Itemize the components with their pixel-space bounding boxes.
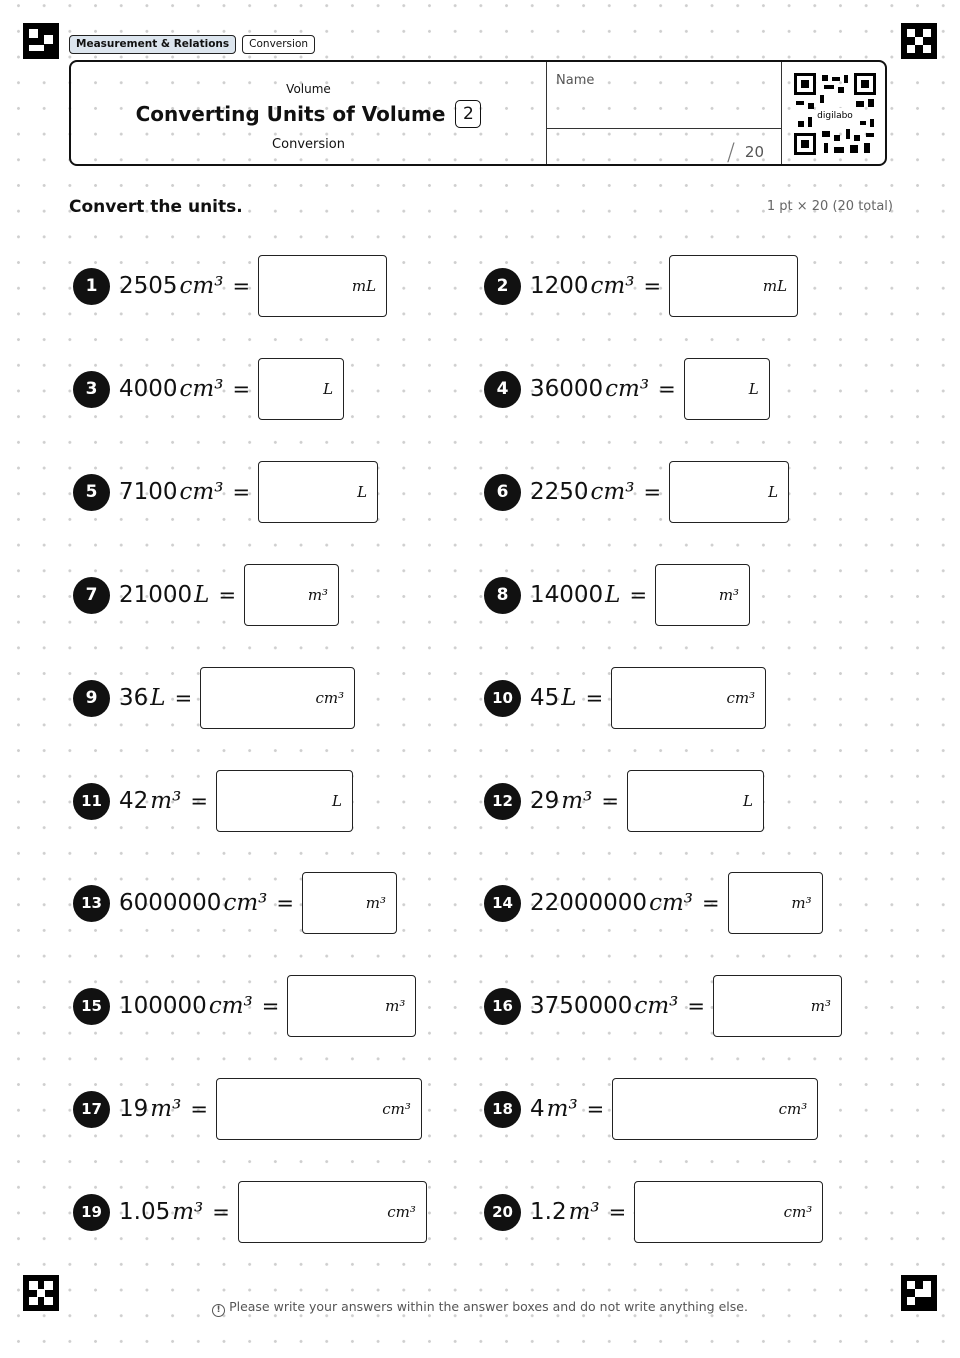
problem-value: 1.2 — [530, 1199, 567, 1225]
equals-sign: = — [586, 1097, 605, 1121]
footer-note — [0, 1299, 960, 1317]
corner-marker-top-left — [23, 23, 59, 59]
problem-number: 10 — [484, 680, 521, 717]
problem-number: 18 — [484, 1091, 521, 1128]
answer-box[interactable] — [238, 1181, 427, 1243]
corner-marker-top-right — [901, 23, 937, 59]
problem-20 — [484, 1181, 823, 1243]
problem-number: 3 — [73, 371, 110, 408]
answer-box[interactable] — [302, 872, 397, 934]
problem-number: 17 — [73, 1091, 110, 1128]
answer-unit: m³ — [810, 997, 831, 1015]
equals-sign: = — [261, 994, 280, 1018]
from-unit: cm³ — [179, 479, 224, 505]
equals-sign: = — [687, 994, 705, 1018]
equals-sign: = — [232, 274, 251, 298]
equals-sign: = — [643, 480, 662, 504]
problem-7 — [73, 564, 339, 626]
equals-sign: = — [601, 789, 619, 813]
answer-unit: cm³ — [783, 1203, 813, 1221]
answer-box[interactable] — [728, 872, 823, 934]
problem-18 — [484, 1078, 818, 1140]
problem-value: 7100 — [119, 479, 178, 505]
equals-sign: = — [232, 377, 251, 401]
answer-box[interactable] — [627, 770, 764, 832]
problem-number: 8 — [484, 577, 521, 614]
answer-unit: mL — [351, 277, 377, 295]
problem-value: 100000 — [119, 993, 207, 1019]
worksheet-title — [71, 100, 546, 128]
from-unit: m³ — [172, 1199, 204, 1225]
answer-unit: L — [768, 483, 779, 501]
from-unit: cm³ — [223, 890, 268, 916]
subject-label: Volume — [286, 82, 331, 96]
problem-3 — [73, 358, 344, 420]
from-unit: cm³ — [649, 890, 693, 916]
equals-sign: = — [608, 1200, 627, 1224]
problem-4 — [484, 358, 770, 420]
answer-unit: L — [742, 792, 753, 810]
problem-number: 2 — [484, 268, 521, 305]
from-unit: m³ — [568, 1199, 600, 1225]
answer-unit: cm³ — [382, 1100, 411, 1118]
equals-sign: = — [218, 583, 237, 607]
answer-unit: cm³ — [726, 689, 756, 707]
answer-box[interactable] — [287, 975, 416, 1037]
answer-unit: cm³ — [387, 1203, 416, 1221]
problem-value: 2505 — [119, 273, 178, 299]
answer-box[interactable] — [669, 461, 789, 523]
answer-box[interactable] — [244, 564, 339, 626]
problem-number: 12 — [484, 783, 521, 820]
problem-15 — [73, 975, 416, 1037]
instructions: Convert the units. — [69, 197, 243, 217]
problem-number: 13 — [73, 885, 110, 922]
from-unit: L — [194, 582, 210, 608]
score-slash: / — [726, 138, 735, 166]
problem-value: 36000 — [530, 376, 604, 402]
from-unit: m³ — [546, 1096, 578, 1122]
equals-sign: = — [643, 274, 662, 298]
equals-sign: = — [232, 480, 251, 504]
from-unit: L — [605, 582, 621, 608]
problem-8 — [484, 564, 750, 626]
answer-unit: m³ — [365, 894, 386, 912]
answer-unit: L — [748, 380, 759, 398]
problem-16 — [484, 975, 842, 1037]
info-icon: ! — [212, 1304, 225, 1317]
answer-box[interactable] — [216, 1078, 422, 1140]
name-field-block — [546, 62, 782, 164]
problem-17 — [73, 1078, 422, 1140]
problem-19 — [73, 1181, 427, 1243]
answer-box[interactable] — [684, 358, 770, 420]
from-unit: cm³ — [590, 479, 635, 505]
points-info: 1 pt × 20 (20 total) — [766, 199, 893, 214]
worksheet-number: 2 — [455, 100, 481, 128]
problem-value: 4 — [530, 1096, 545, 1122]
problem-value: 1.05 — [119, 1199, 171, 1225]
tag-list — [69, 35, 315, 54]
answer-box[interactable] — [258, 255, 387, 317]
problem-number: 4 — [484, 371, 521, 408]
answer-unit: L — [323, 380, 334, 398]
problem-number: 15 — [73, 988, 110, 1025]
answer-box[interactable] — [713, 975, 842, 1037]
problem-value: 45 — [530, 685, 560, 711]
equals-sign: = — [190, 789, 208, 813]
qr-block — [781, 62, 888, 164]
problem-value: 22000000 — [530, 890, 648, 916]
from-unit: m³ — [150, 788, 182, 814]
worksheet-header — [69, 60, 887, 166]
problem-number: 14 — [484, 885, 521, 922]
problem-value: 3750000 — [530, 993, 633, 1019]
score-field — [727, 138, 764, 166]
answer-box[interactable] — [216, 770, 353, 832]
title-text: Converting Units of Volume — [135, 102, 446, 126]
problem-value: 36 — [119, 685, 149, 711]
from-unit: cm³ — [634, 993, 679, 1019]
answer-unit: m³ — [307, 586, 329, 604]
from-unit: L — [150, 685, 166, 711]
problem-value: 1200 — [530, 273, 589, 299]
from-unit: cm³ — [208, 993, 253, 1019]
problem-value: 6000000 — [119, 890, 222, 916]
problem-number: 16 — [484, 988, 521, 1025]
from-unit: cm³ — [590, 273, 635, 299]
from-unit: L — [561, 685, 577, 711]
problem-value: 21000 — [119, 582, 193, 608]
answer-unit: mL — [762, 277, 788, 295]
problem-value: 29 — [530, 788, 560, 814]
problem-11 — [73, 770, 353, 832]
answer-box[interactable] — [669, 255, 798, 317]
problem-13 — [73, 872, 397, 934]
answer-unit: m³ — [718, 586, 740, 604]
title-block — [71, 62, 546, 164]
problem-number: 20 — [484, 1194, 521, 1231]
answer-box[interactable] — [634, 1181, 823, 1243]
name-divider — [547, 128, 782, 129]
equals-sign: = — [174, 686, 193, 710]
problem-9 — [73, 667, 355, 729]
problem-10 — [484, 667, 766, 729]
problem-5 — [73, 461, 378, 523]
problem-number: 9 — [73, 680, 110, 717]
problem-1 — [73, 255, 387, 317]
problem-value: 19 — [119, 1096, 149, 1122]
qr-label: digilabo — [817, 111, 853, 121]
answer-unit: m³ — [791, 894, 812, 912]
answer-box[interactable] — [612, 1078, 818, 1140]
answer-box[interactable] — [611, 667, 766, 729]
problem-value: 2250 — [530, 479, 589, 505]
answer-unit: L — [331, 792, 342, 810]
name-label: Name — [556, 73, 595, 88]
problem-value: 42 — [119, 788, 149, 814]
problem-value: 4000 — [119, 376, 178, 402]
problem-number: 7 — [73, 577, 110, 614]
problem-number: 1 — [73, 268, 110, 305]
equals-sign: = — [702, 891, 720, 915]
tag-subject: Measurement & Relations — [69, 35, 236, 54]
problem-number: 5 — [73, 474, 110, 511]
problem-12 — [484, 770, 764, 832]
answer-unit: cm³ — [315, 689, 345, 707]
answer-box[interactable] — [655, 564, 750, 626]
problem-6 — [484, 461, 789, 523]
score-total: 20 — [744, 143, 764, 161]
from-unit: m³ — [150, 1096, 182, 1122]
answer-unit: m³ — [385, 997, 406, 1015]
equals-sign: = — [629, 583, 648, 607]
equals-sign: = — [658, 377, 676, 401]
qr-code-icon — [794, 73, 876, 155]
equals-sign: = — [276, 891, 294, 915]
from-unit: cm³ — [179, 376, 224, 402]
tag-topic: Conversion — [242, 35, 315, 54]
equals-sign: = — [212, 1200, 230, 1224]
from-unit: m³ — [561, 788, 593, 814]
equals-sign: = — [190, 1097, 208, 1121]
equals-sign: = — [585, 686, 604, 710]
answer-unit: L — [357, 483, 368, 501]
footer-text: Please write your answers within the answer boxes and do not write anything else. — [229, 1299, 748, 1314]
problem-14 — [484, 872, 823, 934]
problem-number: 11 — [73, 783, 110, 820]
answer-unit: cm³ — [778, 1100, 808, 1118]
answer-box[interactable] — [258, 461, 378, 523]
answer-box[interactable] — [200, 667, 355, 729]
problem-number: 19 — [73, 1194, 110, 1231]
answer-box[interactable] — [258, 358, 344, 420]
problem-value: 14000 — [530, 582, 604, 608]
category-label: Conversion — [272, 137, 345, 152]
from-unit: cm³ — [179, 273, 224, 299]
problem-number: 6 — [484, 474, 521, 511]
problem-2 — [484, 255, 798, 317]
from-unit: cm³ — [605, 376, 650, 402]
